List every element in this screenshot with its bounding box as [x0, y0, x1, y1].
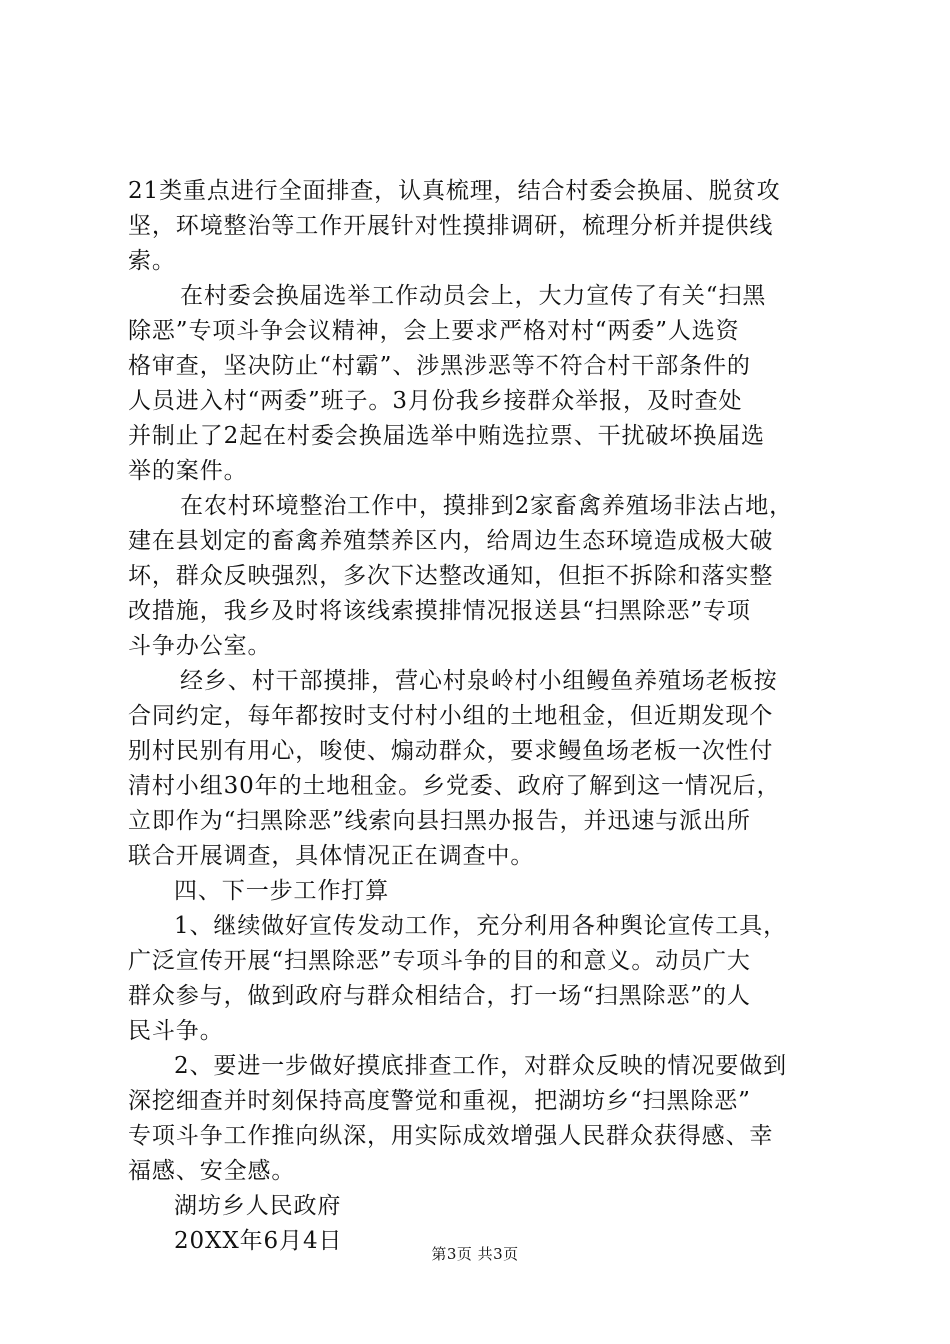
text-line: 21类重点进行全面排查，认真梳理，结合村委会换届、脱贫攻	[128, 178, 781, 204]
text-line: 斗争办公室。	[128, 633, 272, 659]
signature-organization: 湖坊乡人民政府	[174, 1193, 342, 1219]
document-body	[128, 174, 828, 1259]
text-line: 立即作为“扫黑除恶”线索向县扫黑办报告，并迅速与派出所	[128, 808, 751, 834]
text-line: 别村民别有用心，唆使、煽动群众，要求鳗鱼场老板一次性付	[128, 738, 774, 764]
text-line: 索。	[128, 248, 176, 274]
text-line: 专项斗争工作推向纵深，用实际成效增强人民群众获得感、幸	[128, 1123, 774, 1149]
text-line: 广泛宣传开展“扫黑除恶”专项斗争的目的和意义。动员广大	[128, 948, 751, 974]
text-line: 民斗争。	[128, 1018, 224, 1044]
text-line: 坏，群众反映强烈，多次下达整改通知，但拒不拆除和落实整	[128, 563, 774, 589]
paragraph-first-line: 1、继续做好宣传发动工作，充分利用各种舆论宣传工具，	[174, 913, 788, 939]
paragraph-first-line: 经乡、村干部摸排，营心村泉岭村小组鳗鱼养殖场老板按	[180, 668, 778, 694]
text-line: 建在县划定的畜禽养殖禁养区内，给周边生态环境造成极大破	[128, 528, 774, 554]
signature-date: 20XX年6月4日	[174, 1228, 343, 1254]
section-heading: 四、下一步工作打算	[174, 878, 390, 904]
paragraph-first-line: 在农村环境整治工作中，摸排到2家畜禽养殖场非法占地，	[180, 493, 794, 519]
text-line: 除恶”专项斗争会议精神，会上要求严格对村“两委”人选资	[128, 318, 740, 344]
text-line: 福感、安全感。	[128, 1158, 296, 1184]
text-line: 改措施，我乡及时将该线索摸排情况报送县“扫黑除恶”专项	[128, 598, 751, 624]
text-line: 并制止了2起在村委会换届选举中贿选拉票、干扰破坏换届选	[128, 423, 765, 449]
text-line: 群众参与，做到政府与群众相结合，打一场“扫黑除恶”的人	[128, 983, 751, 1009]
text-line: 联合开展调查，具体情况正在调查中。	[128, 843, 535, 869]
text-line: 格审查，坚决防止“村霸”、涉黑涉恶等不符合村干部条件的	[128, 353, 751, 379]
text-line: 清村小组30年的土地租金。乡党委、政府了解到这一情况后，	[128, 773, 781, 799]
text-line: 人员进入村“两委”班子。3月份我乡接群众举报，及时查处	[128, 388, 743, 414]
text-line: 合同约定，每年都按时支付村小组的土地租金，但近期发现个	[128, 703, 774, 729]
paragraph-first-line: 在村委会换届选举工作动员会上，大力宣传了有关“扫黑	[180, 283, 767, 309]
text-line: 举的案件。	[128, 458, 248, 484]
text-line: 坚，环境整治等工作开展针对性摸排调研，梳理分析并提供线	[128, 213, 774, 239]
page-number-footer: 第3页 共3页	[431, 1245, 519, 1263]
text-line: 深挖细查并时刻保持高度警觉和重视，把湖坊乡“扫黑除恶”	[128, 1088, 751, 1114]
paragraph-first-line: 2、要进一步做好摸底排查工作，对群众反映的情况要做到	[174, 1053, 788, 1079]
